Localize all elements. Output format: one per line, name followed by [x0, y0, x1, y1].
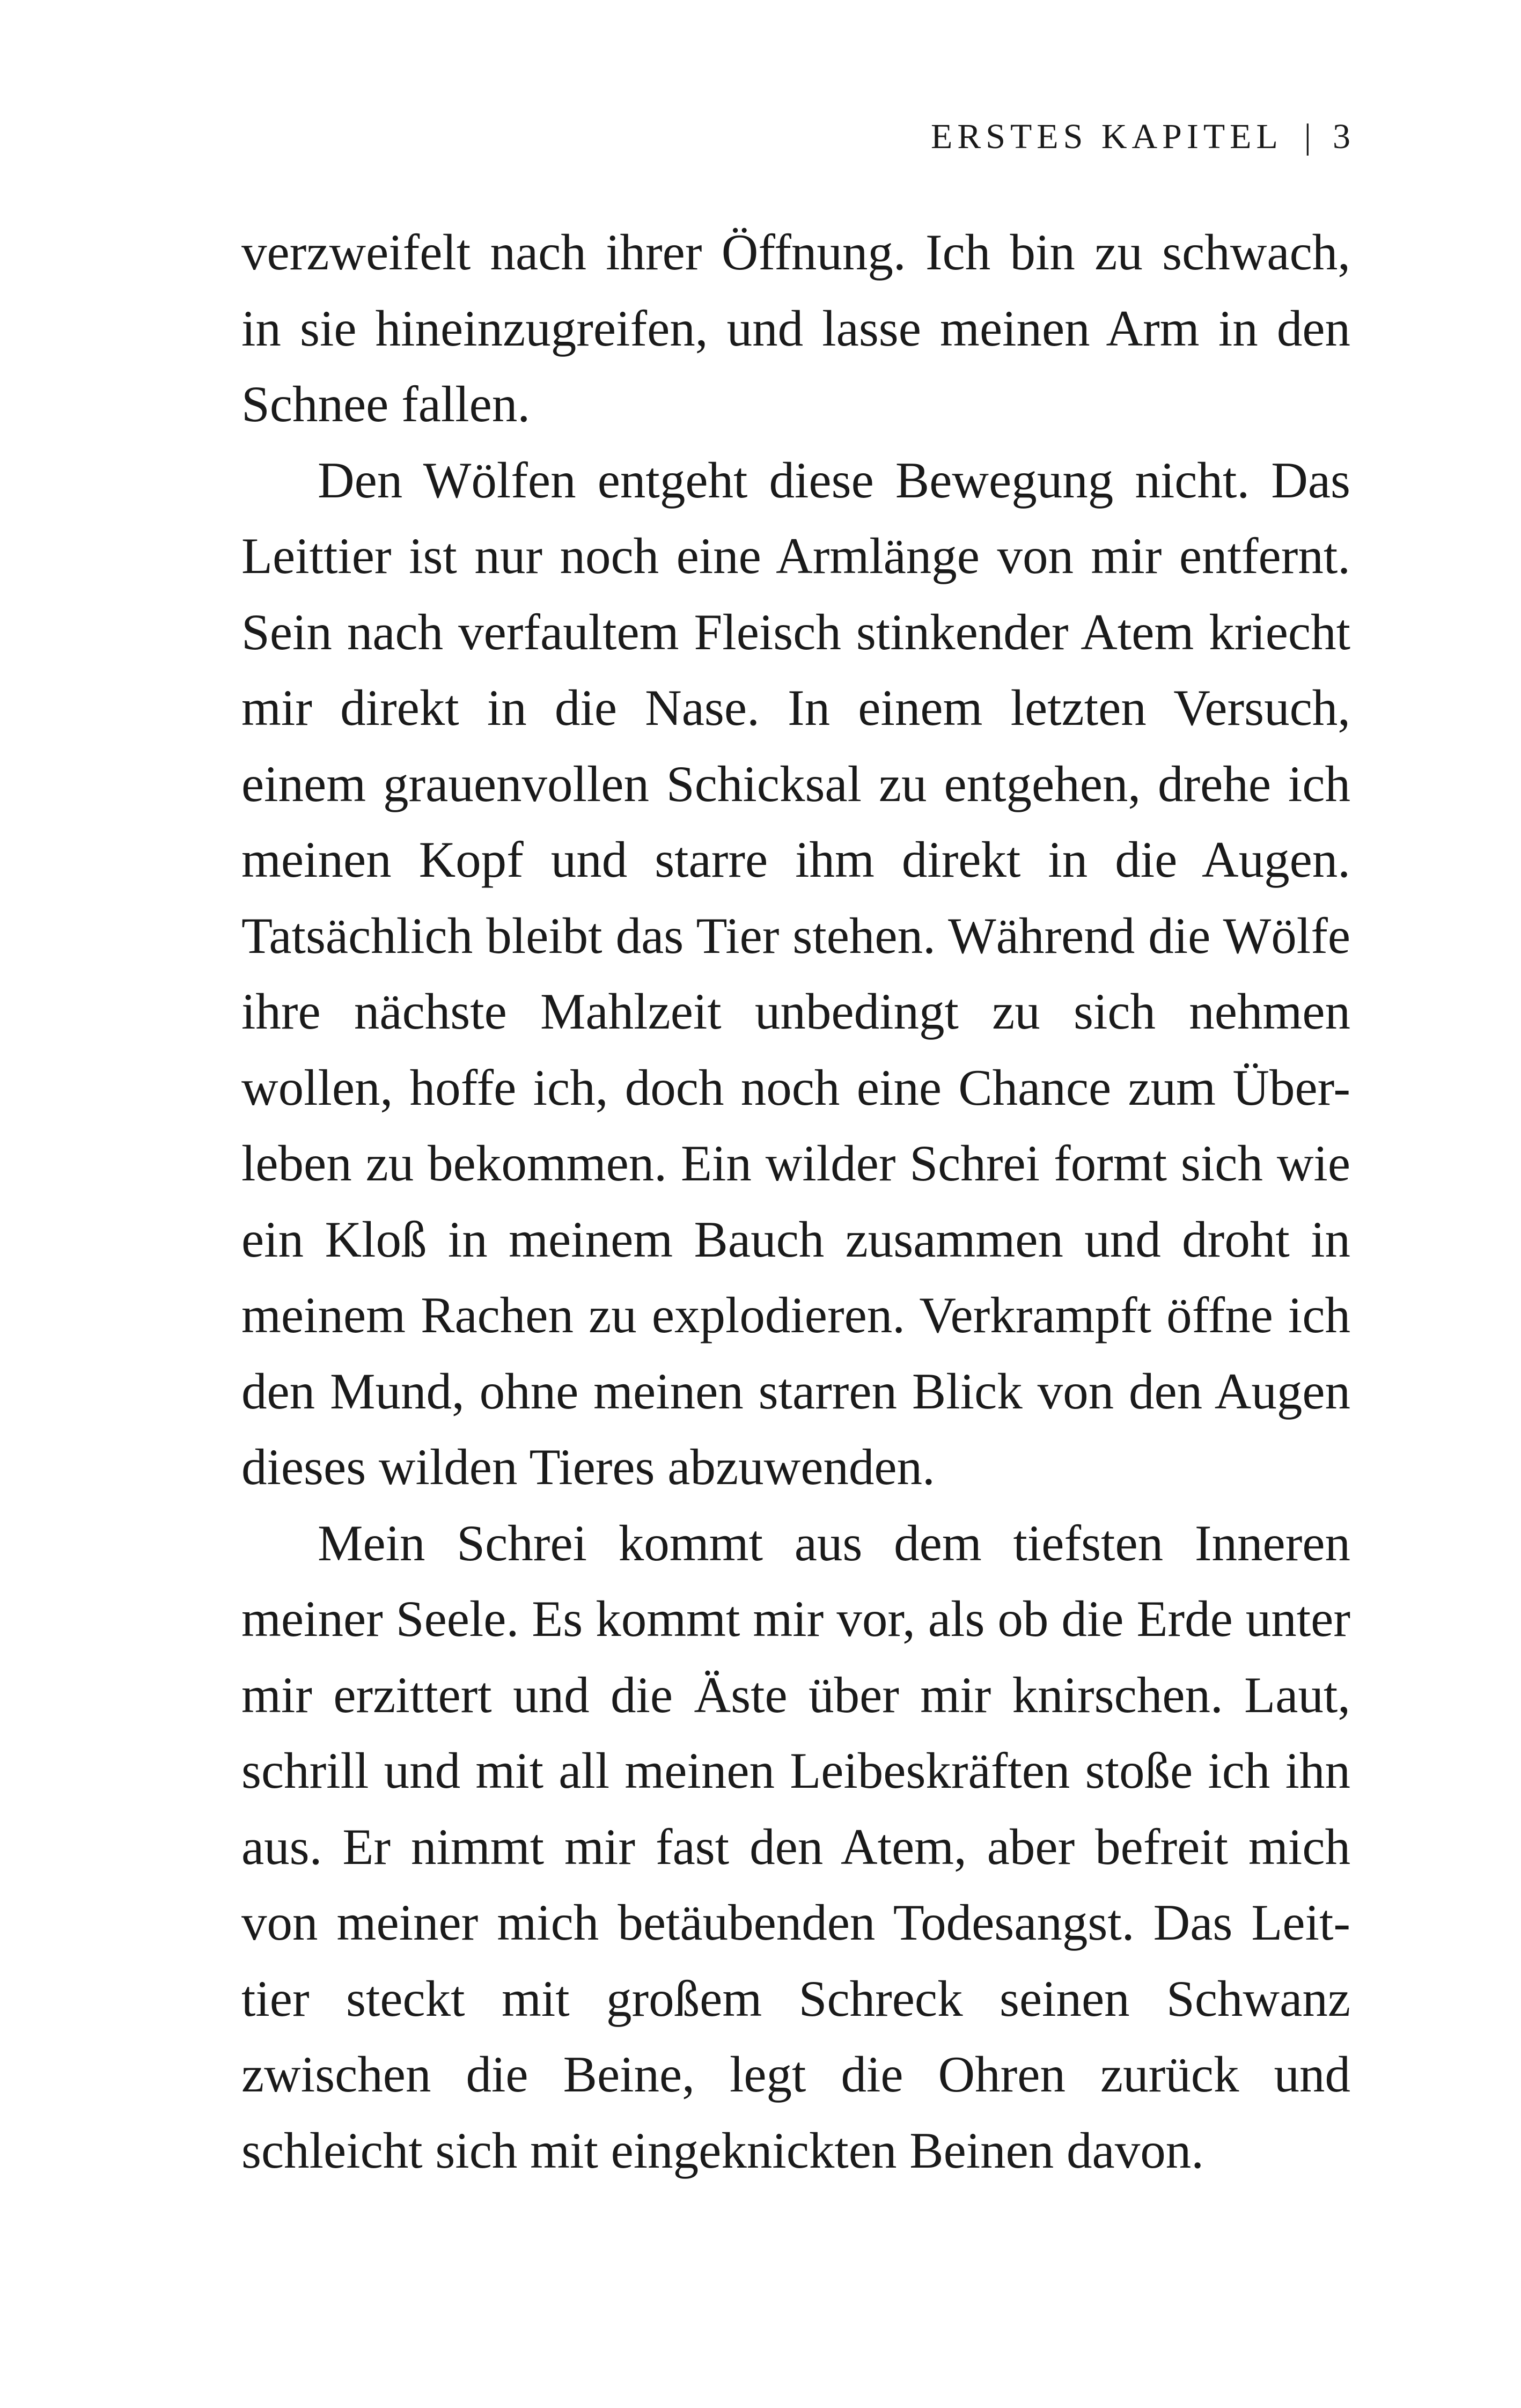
- body-text: [241, 215, 1350, 2189]
- text-line: Tatsächlich bleibt das Tier stehen. Während die Wölfe: [241, 907, 1350, 964]
- page-number: 3: [1333, 117, 1350, 156]
- text-line: dieses wilden Tieres abzuwenden.: [241, 1438, 935, 1495]
- text-line: Leittier ist nur noch eine Armlänge von mir entfernt.: [241, 527, 1350, 584]
- text-line: ihre nächste Mahlzeit unbedingt zu sich nehmen: [241, 983, 1350, 1040]
- text-line: Schnee fallen.: [241, 376, 531, 432]
- text-line: leben zu bekommen. Ein wilder Schrei formt sich wie: [241, 1135, 1350, 1192]
- text-line: mir direkt in die Nase. In einem letzten Versuch,: [241, 679, 1350, 736]
- text-line: Mein Schrei kommt aus dem tiefsten Inneren: [318, 1514, 1350, 1572]
- text-line: Sein nach verfaultem Fleisch stinkender Atem kriecht: [241, 603, 1350, 660]
- paragraph-2: [241, 443, 1350, 1506]
- text-line: meinen Kopf und starre ihm direkt in die Augen.: [241, 831, 1350, 888]
- text-line: wollen, hoffe ich, doch noch eine Chance zum Über-: [241, 1059, 1350, 1116]
- text-line: von meiner mich betäubenden Todesangst. Das Leit-: [241, 1894, 1350, 1951]
- text-line: schrill und mit all meinen Leibeskräften stoße ich ihn: [241, 1742, 1350, 1799]
- header-separator: |: [1304, 117, 1311, 156]
- chapter-title: ERSTES KAPITEL: [930, 117, 1283, 156]
- text-line: tier steckt mit großem Schreck seinen Schwanz: [241, 1970, 1350, 2027]
- text-line: Den Wölfen entgeht diese Bewegung nicht. Das: [318, 451, 1350, 509]
- text-line: meiner Seele. Es kommt mir vor, als ob die Erde unter: [241, 1590, 1350, 1647]
- running-head: [931, 119, 1350, 155]
- text-line: verzweifelt nach ihrer Öffnung. Ich bin zu schwach,: [241, 224, 1350, 281]
- text-line: aus. Er nimmt mir fast den Atem, aber befreit mich: [241, 1818, 1350, 1875]
- text-line: einem grauenvollen Schicksal zu entgehen, drehe ich: [241, 755, 1350, 812]
- text-line: zwischen die Beine, legt die Ohren zurück und: [241, 2046, 1350, 2103]
- text-line: ein Kloß in meinem Bauch zusammen und droht in: [241, 1210, 1350, 1268]
- paragraph-1: [241, 215, 1350, 443]
- text-line: mir erzittert und die Äste über mir knirschen. Laut,: [241, 1666, 1350, 1723]
- text-line: meinem Rachen zu explodieren. Verkrampft öffne ich: [241, 1287, 1350, 1344]
- paragraph-3: [241, 1506, 1350, 2189]
- text-line: schleicht sich mit eingeknickten Beinen davon.: [241, 2121, 1204, 2179]
- text-line: den Mund, ohne meinen starren Blick von den Augen: [241, 1362, 1350, 1420]
- text-line: in sie hineinzugreifen, und lasse meinen Arm in den: [241, 299, 1350, 357]
